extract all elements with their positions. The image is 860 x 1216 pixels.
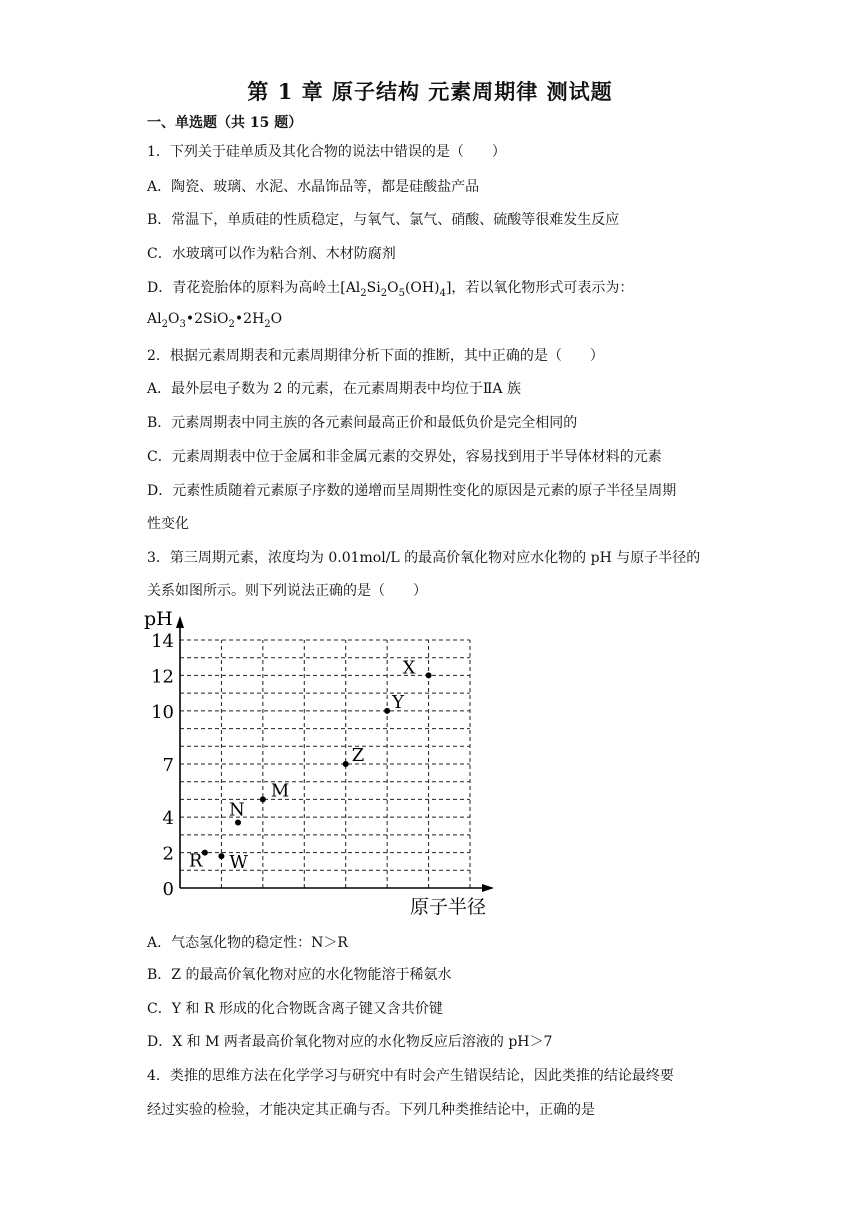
question-3-option-c: C．Y 和 R 形成的化合物既含离子键又含共价键 (147, 1001, 443, 1017)
question-1-option-d-oxide-formula: $Al_2O_3•2SiO_2•2H_2O$ (147, 311, 283, 330)
data-point-z (343, 761, 349, 767)
question-2-stem: 2．根据元素周期表和元素周期律分析下面的推断，其中正确的是（ ） (147, 348, 604, 364)
question-2-option-d-line-2: 性变化 (147, 516, 189, 532)
data-label-y: Y (392, 691, 405, 713)
y-tick-label: 7 (162, 755, 174, 776)
page-title: 第 1 章 原子结构 元素周期律 测试题 (247, 79, 613, 104)
y-tick-label: 12 (151, 666, 174, 688)
data-label-w: W (229, 852, 248, 874)
y-tick-label: 0 (162, 879, 174, 900)
question-2-option-b: B．元素周期表中同主族的各元素间最高正价和最低负价是完全相同的 (147, 415, 578, 431)
question-1-option-b: B．常温下，单质硅的性质稳定，与氧气、氯气、硝酸、硫酸等很难发生反应 (147, 212, 620, 228)
x-axis-arrow (482, 884, 494, 892)
data-point-y (384, 708, 390, 714)
ph-vs-radius-chart (138, 605, 498, 923)
question-2-option-a: A．最外层电子数为 2 的元素，在元素周期表中均位于ⅡA 族 (147, 381, 521, 397)
question-2-option-d-line-1: D．元素性质随着元素原子序数的递增而呈周期性变化的原因是元素的原子半径呈周期 (147, 483, 677, 499)
y-axis-arrow (176, 616, 184, 628)
data-point-w (218, 853, 224, 859)
data-label-x: X (402, 657, 416, 679)
question-4-stem-line-2: 经过实验的检验，才能决定其正确与否。下列几种类推结论中，正确的是 (147, 1102, 595, 1118)
chart-y-ticks (151, 631, 174, 900)
data-label-m: M (270, 780, 290, 802)
data-point-m (260, 796, 266, 802)
question-2-option-c: C．元素周期表中位于金属和非金属元素的交界处，容易找到用于半导体材料的元素 (147, 449, 662, 465)
question-1-stem: 1．下列关于硅单质及其化合物的说法中错误的是（ ） (147, 144, 506, 160)
chart-x-label: 原子半径 (410, 896, 487, 918)
kaolin-formula: $Al_2Si_2O_5(OH)_4$ (345, 280, 446, 299)
y-tick-label: 2 (162, 843, 174, 865)
question-1-option-c: C．水玻璃可以作为粘合剂、木材防腐剂 (147, 246, 396, 262)
question-3-option-b: B．Z 的最高价氧化物对应的水化物能溶于稀氨水 (147, 967, 452, 983)
question-4-stem-line-1: 4．类推的思维方法在化学学习与研究中有时会产生错误结论，因此类推的结论最终要 (147, 1068, 674, 1084)
section-heading: 一、单选题（共 15 题） (147, 115, 303, 131)
data-label-z: Z (351, 745, 365, 766)
data-label-n: N (229, 799, 245, 821)
option-d-text-1: D．青花瓷胎体的原料为高岭土[ (147, 280, 346, 296)
chart-points (189, 657, 432, 873)
data-point-x (426, 672, 432, 678)
question-1-option-a: A．陶瓷、玻璃、水泥、水晶饰品等，都是硅酸盐产品 (147, 179, 480, 195)
data-point-r (202, 850, 208, 856)
y-tick-label: 14 (151, 631, 174, 652)
data-label-r: R (188, 850, 203, 872)
y-tick-label: 10 (151, 701, 174, 723)
chart-y-label: pH (144, 608, 173, 630)
question-3-option-a: A．气态氢化物的稳定性：N＞R (147, 935, 348, 951)
question-3-option-d: D．X 和 M 两者最高价氧化物对应的水化物反应后溶液的 pH＞7 (147, 1034, 553, 1050)
y-tick-label: 4 (162, 808, 174, 830)
question-1-option-d (147, 277, 727, 297)
question-3-stem-line-2: 关系如图所示。则下列说法正确的是（ ） (147, 583, 427, 599)
question-3-stem-line-1: 3．第三周期元素，浓度均为 0.01mol/L 的最高价氧化物对应水化物的 pH 与原子半径的 (147, 550, 701, 566)
option-d-text-2: ]，若以氧化物形式可表示为： (445, 280, 634, 296)
